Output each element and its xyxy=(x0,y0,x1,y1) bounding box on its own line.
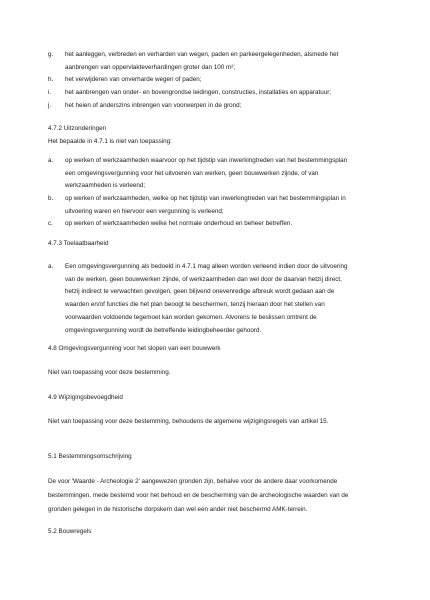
section-text-48: Niet van toepassing voor deze bestemming. xyxy=(48,369,171,376)
text-line: De voor 'Waarde - Archeologie 2' aangewezen gronden zijn, behalve voor de andere daar voorkomende xyxy=(48,478,338,485)
text-line: bestemmingen, mede bestemd voor het behoud en de bescherming van de archeologische waarden van de xyxy=(48,492,349,499)
text-line: een omgevingsvergunning voor het uitvoeren van werken, geen bouwwerken zijnde, of van xyxy=(65,169,319,177)
text-line: gronden gelegen in de historische dorpskern dan wel een ander niet beschermd AMK-terrein. xyxy=(48,506,308,513)
text-line: het aanbrengen van onder- en bovengrondse leidingen, constructies, installaties en apparatuur; xyxy=(65,89,332,96)
section-intro-472: Het bepaalde in 4.7.1 is niet van toepassing: xyxy=(48,138,172,145)
section-heading-472: 4.7.2 Uitzonderingen xyxy=(48,125,107,132)
text-line: het aanleggen, verbreden en verharden van wegen, paden en parkeergelegenheden, alsmede het xyxy=(65,51,339,58)
list-text xyxy=(65,74,383,87)
section-heading-51: 5.1 Bestemmingsomschrijving xyxy=(48,453,132,460)
text-line: uitvoering waren en hiervoor een vergunning is verleend; xyxy=(65,207,224,215)
list-text xyxy=(65,261,383,337)
list-text xyxy=(65,87,383,100)
text-line: omgevingsvergunning wordt de betreffende leidingbeheerder gehoord. xyxy=(65,326,262,334)
list-text xyxy=(65,155,383,193)
section-text-49: Niet van toepassing voor deze bestemming, behoudens de algemene wijzigingsregels van artikel 15. xyxy=(48,418,329,425)
list-label: a. xyxy=(48,157,54,164)
section-heading-48: 4.8 Omgevingsvergunning voor het slopen van een bouwwerk xyxy=(48,345,221,352)
text-line: op werken of werkzaamheden, welke op het tijdstip van inwerkingtreden van het bestemmingsplan in xyxy=(65,195,346,202)
list-label: i. xyxy=(48,89,52,96)
text-line: hetzij indirect te verwachten gevolgen, geen blijvend onevenredige afbreuk wordt gedaan aan de xyxy=(65,288,335,296)
text-line: van de werken, geen bouwwerken zijnde, of werkzaamheden dan wel door de daarvan hetzij direct, xyxy=(65,275,342,283)
list-text xyxy=(65,49,383,74)
list-text xyxy=(65,193,383,218)
text-line: waarden en/of functies die het plan beoogt te beschermen, tenzij hieraan door het stellen van xyxy=(65,301,325,309)
text-line: het verwijderen van onverharde wegen of paden; xyxy=(65,76,202,83)
list-label: b. xyxy=(48,195,54,202)
text-line: aanbrengen van oppervlakteverhardingen groter dan 100 m²; xyxy=(65,63,236,71)
list-label: c. xyxy=(48,220,53,227)
text-line: voorwaarden voldoende tegemoet kan worden gekomen. Alvorens te beslissen omtrent de xyxy=(65,313,317,321)
text-line: op werken of werkzaamheden welke het normale onderhoud en beheer betreffen. xyxy=(65,220,293,227)
list-label: j. xyxy=(48,102,52,109)
section-heading-52: 5.2 Bouwregels xyxy=(48,528,92,535)
text-line: het heien of anderszins inbrengen van voorwerpen in de grond; xyxy=(65,102,242,109)
text-line: op werken of werkzaamheden waarvoor op het tijdstip van inwerkingtreden van het bestemmingsplan xyxy=(65,157,348,164)
list-text xyxy=(65,218,383,231)
list-text xyxy=(65,100,383,113)
text-line: werkzaamheden is verleend; xyxy=(65,182,146,190)
section-heading-49: 4.9 Wijzigingsbevoegdheid xyxy=(48,394,123,401)
list-label: a. xyxy=(48,263,54,270)
list-label: h. xyxy=(48,76,54,83)
section-heading-473: 4.7.3 Toelaatbaarheid xyxy=(48,240,109,247)
list-label: g. xyxy=(48,51,54,58)
text-line: Een omgevingsvergunning als bedoeld in 4.7.1 mag alleen worden verleend indien door de uitvoering xyxy=(65,263,348,270)
